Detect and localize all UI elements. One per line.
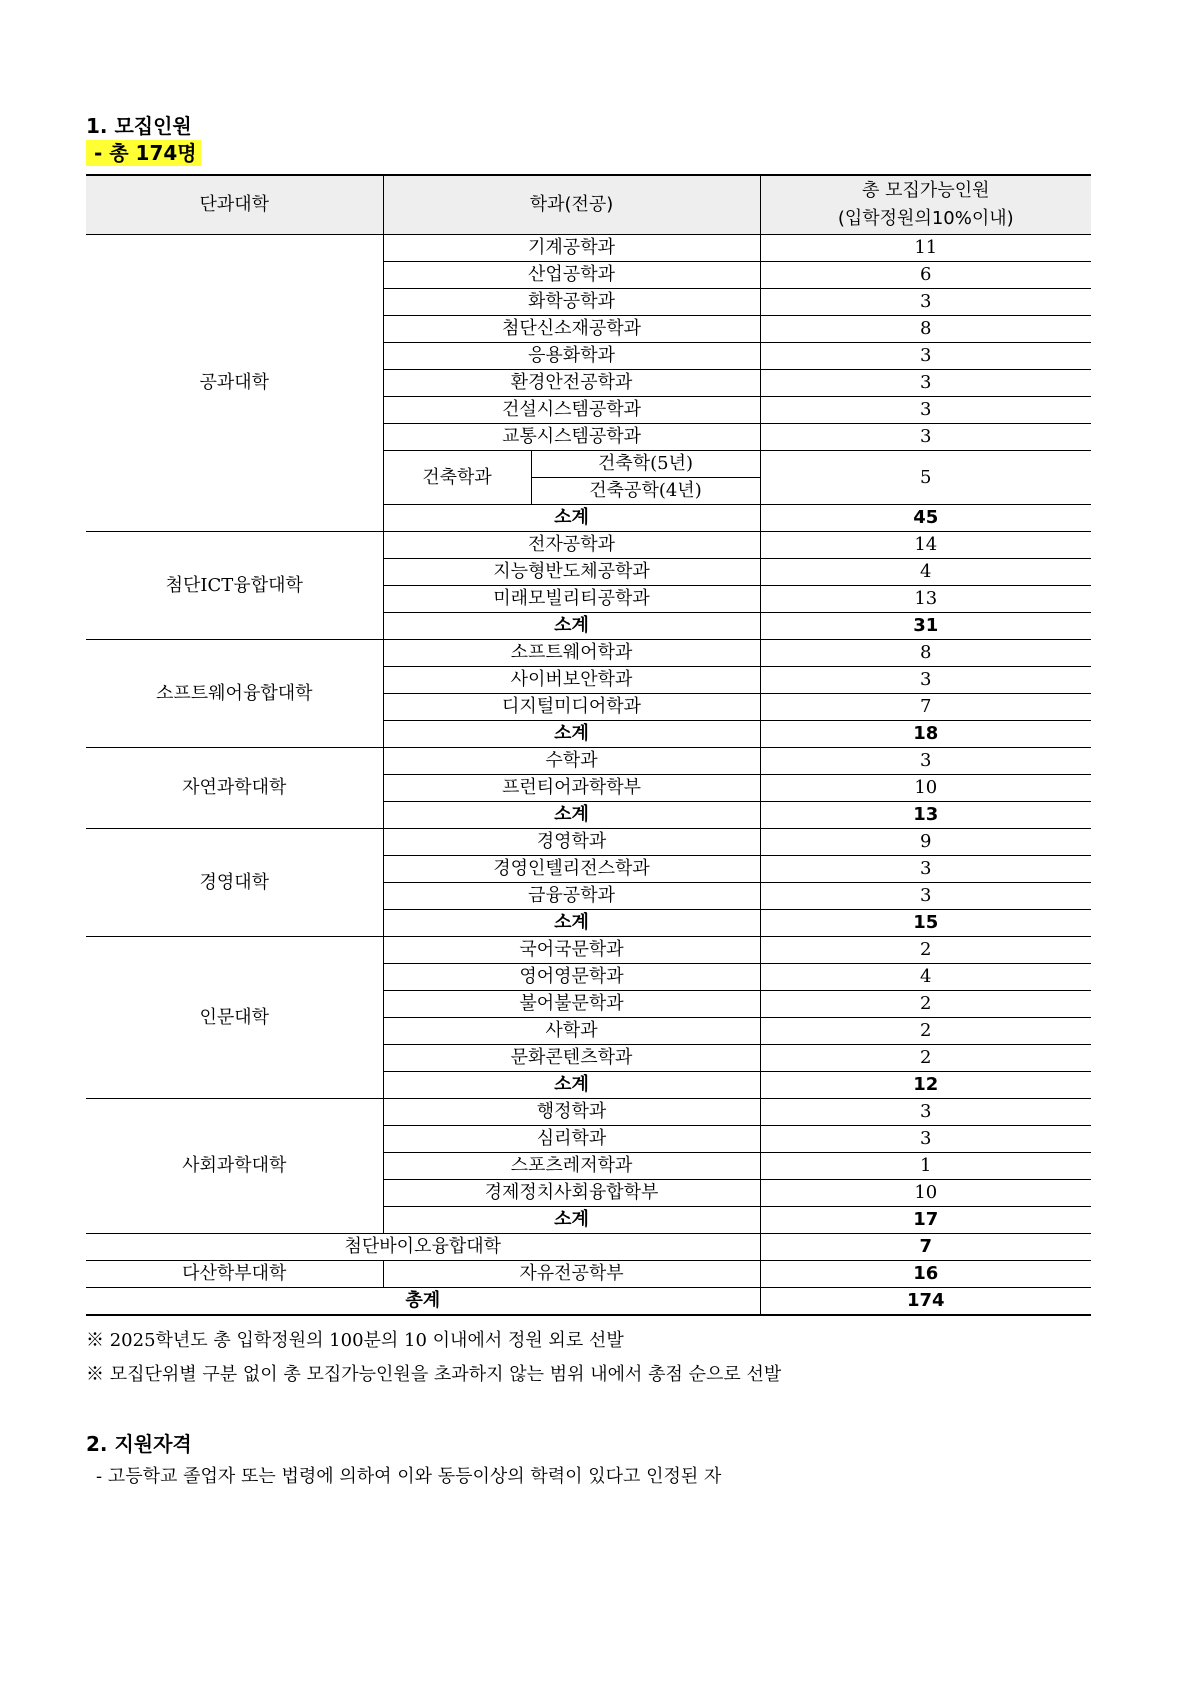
dept-cell: 수학과 [383,748,760,775]
quota-cell: 10 [760,1180,1091,1207]
quota-cell: 10 [760,775,1091,802]
quota-cell: 5 [760,451,1091,505]
note-1: ※ 2025학년도 총 입학정원의 100분의 10 이내에서 정원 외로 선발 [86,1330,624,1351]
header-college: 단과대학 [86,175,383,235]
dept-cell: 프런티어과학학부 [383,775,760,802]
dept-cell: 영어영문학과 [383,964,760,991]
college-cell: 다산학부대학 [86,1261,383,1288]
dept-cell: 문화콘텐츠학과 [383,1045,760,1072]
eligibility-line: - 고등학교 졸업자 또는 법령에 의하여 이와 동등이상의 학력이 있다고 인정된 자 [96,1466,722,1487]
table-row [86,532,1091,559]
section-2 [86,1430,1091,1492]
dept-cell: 행정학과 [383,1099,760,1126]
quota-cell: 11 [760,235,1091,262]
quota-cell: 3 [760,397,1091,424]
quota-cell: 3 [760,289,1091,316]
quota-cell: 3 [760,883,1091,910]
quota-cell: 3 [760,343,1091,370]
college-cell: 인문대학 [86,937,383,1099]
section-1-title: 1. 모집인원 [86,114,192,138]
quota-cell: 3 [760,1099,1091,1126]
subtotal-value: 12 [760,1072,1091,1099]
subtotal-value: 31 [760,613,1091,640]
dept-cell: 디지털미디어학과 [383,694,760,721]
quota-cell: 8 [760,640,1091,667]
major-cell: 건축학(5년) [531,451,760,478]
dept-cell: 응용화학과 [383,343,760,370]
college-cell: 자연과학대학 [86,748,383,829]
dept-cell: 첨단신소재공학과 [383,316,760,343]
subtotal-label: 소계 [383,613,760,640]
dept-cell: 자유전공학부 [383,1261,760,1288]
dept-cell: 사학과 [383,1018,760,1045]
dept-cell: 불어불문학과 [383,991,760,1018]
quota-cell: 4 [760,559,1091,586]
dept-cell: 산업공학과 [383,262,760,289]
quota-cell: 2 [760,937,1091,964]
subtotal-value: 18 [760,721,1091,748]
quota-cell: 3 [760,667,1091,694]
quota-cell: 3 [760,424,1091,451]
quota-cell: 3 [760,370,1091,397]
arch-dept-cell: 건축학과 [383,451,531,505]
quota-cell: 3 [760,856,1091,883]
dept-cell: 금융공학과 [383,883,760,910]
quota-cell: 7 [760,694,1091,721]
total-value: 174 [760,1288,1091,1316]
quota-cell: 6 [760,262,1091,289]
subtotal-value: 15 [760,910,1091,937]
dept-cell: 교통시스템공학과 [383,424,760,451]
dept-cell: 국어국문학과 [383,937,760,964]
total-row [86,1288,1091,1316]
college-cell: 경영대학 [86,829,383,937]
subtotal-value: 17 [760,1207,1091,1234]
subtotal-label: 소계 [383,1072,760,1099]
dept-cell: 미래모빌리티공학과 [383,586,760,613]
header-quota: 총 모집가능인원 (입학정원의10%이내) [760,175,1091,235]
quota-table [86,174,1091,1316]
dept-cell: 지능형반도체공학과 [383,559,760,586]
college-cell: 첨단ICT융합대학 [86,532,383,640]
subtotal-label: 소계 [383,721,760,748]
table-row [86,1234,1091,1261]
dept-cell: 환경안전공학과 [383,370,760,397]
quota-cell: 3 [760,1126,1091,1153]
quota-cell: 3 [760,748,1091,775]
dept-cell: 사이버보안학과 [383,667,760,694]
header-dept: 학과(전공) [383,175,760,235]
table-row [86,829,1091,856]
subtotal-label: 소계 [383,505,760,532]
quota-cell: 2 [760,1045,1091,1072]
subtotal-label: 소계 [383,910,760,937]
quota-cell: 2 [760,1018,1091,1045]
quota-cell: 8 [760,316,1091,343]
dept-cell: 기계공학과 [383,235,760,262]
subtotal-value: 13 [760,802,1091,829]
dept-cell: 경영인텔리전스학과 [383,856,760,883]
college-cell: 소프트웨어융합대학 [86,640,383,748]
major-cell: 건축공학(4년) [531,478,760,505]
college-cell: 사회과학대학 [86,1099,383,1234]
table-row [86,235,1091,262]
dept-cell: 화학공학과 [383,289,760,316]
dept-cell: 전자공학과 [383,532,760,559]
section-2-title: 2. 지원자격 [86,1432,192,1456]
subtotal-label: 소계 [383,802,760,829]
table-row [86,748,1091,775]
dept-cell: 소프트웨어학과 [383,640,760,667]
subtotal-label: 소계 [383,1207,760,1234]
quota-cell: 4 [760,964,1091,991]
dept-cell: 경제정치사회융합학부 [383,1180,760,1207]
notes [86,1324,1091,1392]
quota-cell: 16 [760,1261,1091,1288]
quota-cell: 7 [760,1234,1091,1261]
table-row [86,937,1091,964]
table-row [86,1099,1091,1126]
quota-cell: 1 [760,1153,1091,1180]
dept-cell: 경영학과 [383,829,760,856]
college-cell: 첨단바이오융합대학 [86,1234,760,1261]
total-label: 총계 [86,1288,760,1316]
college-cell: 공과대학 [86,235,383,532]
quota-cell: 9 [760,829,1091,856]
note-2: ※ 모집단위별 구분 없이 총 모집가능인원을 초과하지 않는 범위 내에서 총점 순으로 선발 [86,1364,782,1385]
dept-cell: 건설시스템공학과 [383,397,760,424]
subtotal-value: 45 [760,505,1091,532]
quota-cell: 13 [760,586,1091,613]
table-header-row [86,175,1091,235]
table-row [86,1261,1091,1288]
document-page [86,112,1091,1492]
quota-cell: 2 [760,991,1091,1018]
quota-cell: 14 [760,532,1091,559]
total-quota-highlight: - 총 174명 [86,140,201,166]
table-row [86,640,1091,667]
dept-cell: 심리학과 [383,1126,760,1153]
dept-cell: 스포츠레저학과 [383,1153,760,1180]
